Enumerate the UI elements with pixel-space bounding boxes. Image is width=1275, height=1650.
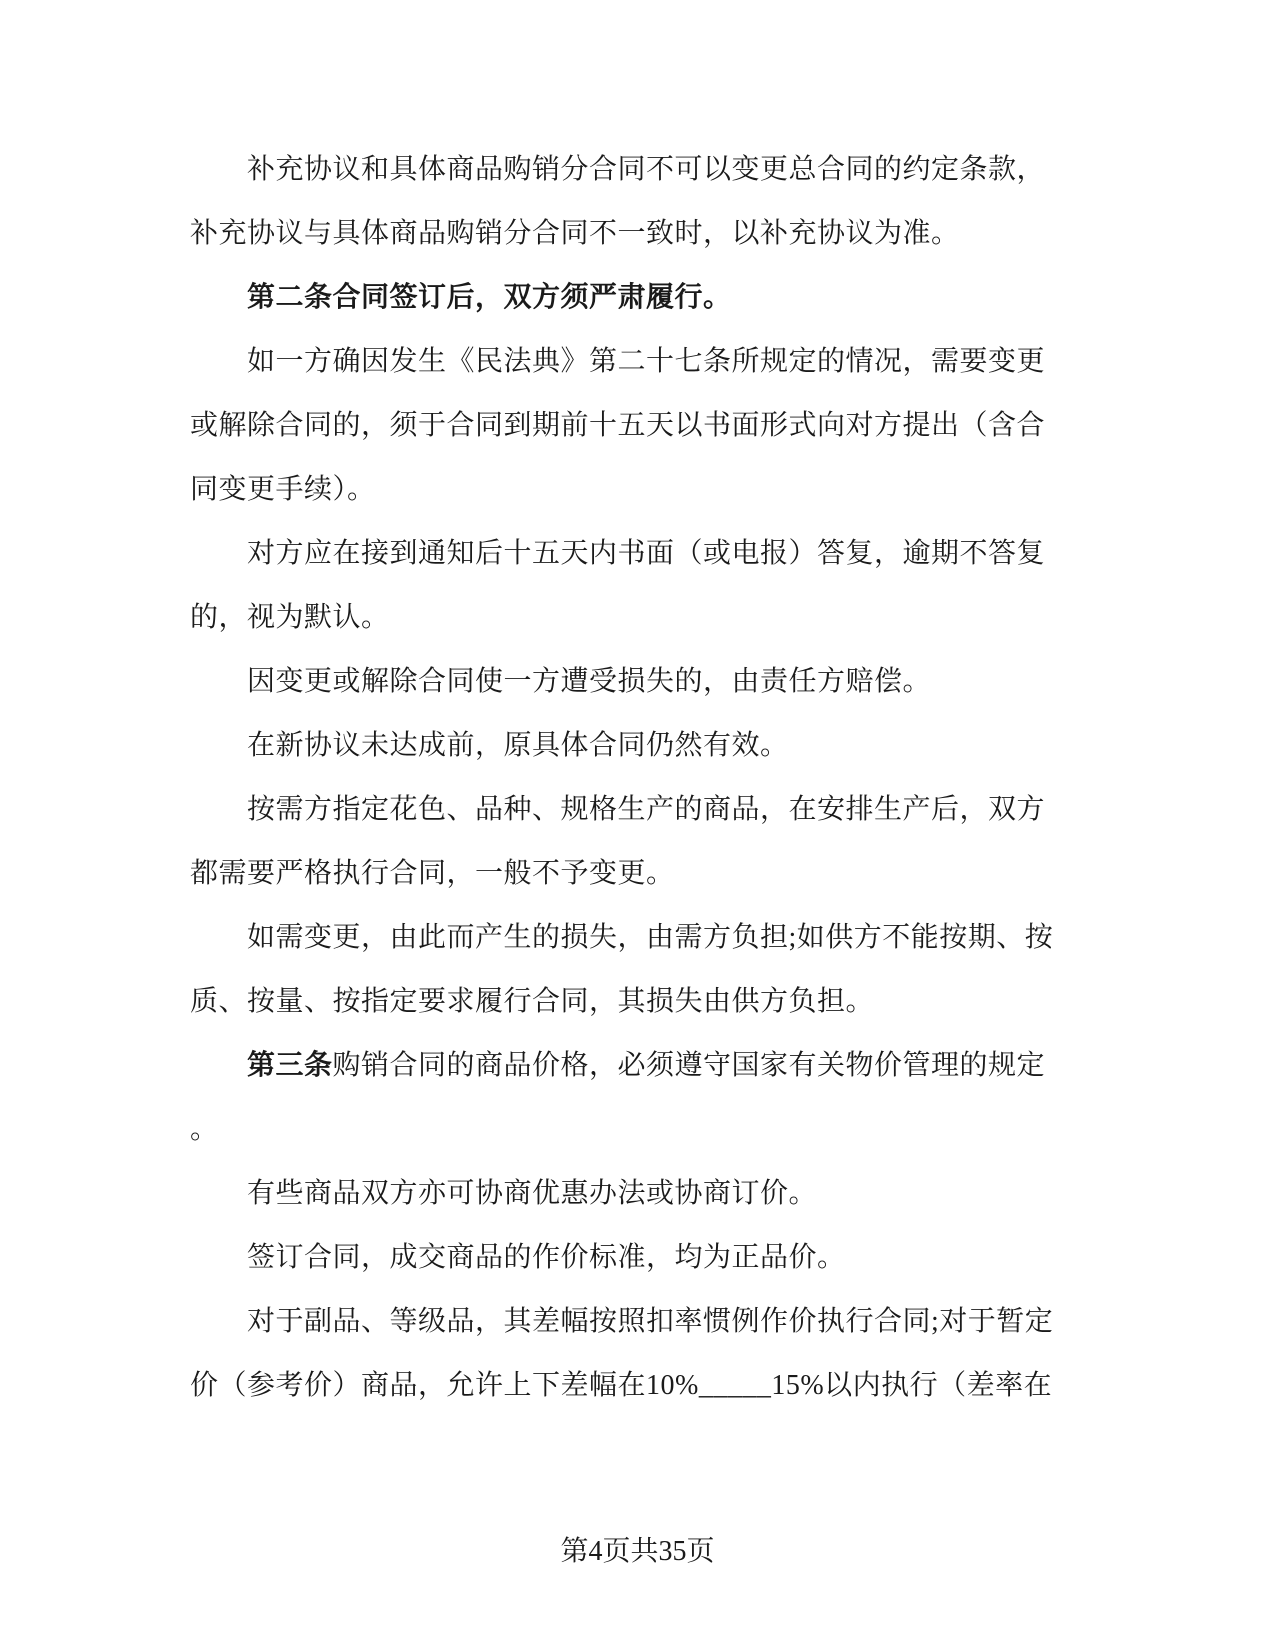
body-text: 如一方确因发生《民法典》第二十七条所规定的情况，需要变更 (247, 346, 1046, 377)
text-line (190, 650, 1090, 714)
body-text: 补充协议和具体商品购销分合同不可以变更总合同的约定条款， (247, 154, 1046, 185)
clause-heading-text: 第三条 (247, 1050, 333, 1081)
text-line (190, 1098, 1090, 1162)
text-line (190, 138, 1090, 202)
text-line (190, 778, 1090, 842)
body-text: 或解除合同的，须于合同到期前十五天以书面形式向对方提出（含合 (190, 410, 1046, 441)
body-text: 同变更手续）。 (190, 474, 376, 505)
text-line (190, 842, 1090, 906)
body-text: 都需要严格执行合同，一般不予变更。 (190, 858, 675, 889)
body-text: 因变更或解除合同使一方遭受损失的，由责任方赔偿。 (247, 666, 932, 697)
body-text: 如需变更，由此而产生的损失，由需方负担;如供方不能按期、按 (247, 922, 1054, 953)
text-line (190, 394, 1090, 458)
text-line (190, 906, 1090, 970)
text-line (190, 522, 1090, 586)
body-text: 按需方指定花色、品种、规格生产的商品，在安排生产后，双方 (247, 794, 1046, 825)
text-line (190, 714, 1090, 778)
body-text: 。 (190, 1114, 219, 1145)
text-line (190, 970, 1090, 1034)
text-line (190, 458, 1090, 522)
text-line (190, 1162, 1090, 1226)
text-line (190, 1290, 1090, 1354)
body-text: 对于副品、等级品，其差幅按照扣率惯例作价执行合同;对于暂定 (247, 1306, 1054, 1337)
text-line (190, 1034, 1090, 1098)
page-footer: 第4页共35页 (560, 1536, 715, 1567)
body-text: 有些商品双方亦可协商优惠办法或协商订价。 (247, 1178, 818, 1209)
body-text: 在新协议未达成前，原具体合同仍然有效。 (247, 730, 789, 761)
text-line (190, 266, 1090, 330)
body-text: 的，视为默认。 (190, 602, 390, 633)
contract-body (190, 138, 1090, 1418)
text-line (190, 1354, 1090, 1418)
body-text: 质、按量、按指定要求履行合同，其损失由供方负担。 (190, 986, 875, 1017)
body-text: 购销合同的商品价格，必须遵守国家有关物价管理的规定 (332, 1050, 1046, 1081)
body-text: 签订合同，成交商品的作价标准，均为正品价。 (247, 1242, 846, 1273)
clause-heading-text: 第二条合同签订后，双方须严肃履行。 (247, 282, 732, 313)
text-line (190, 1226, 1090, 1290)
text-line (190, 586, 1090, 650)
text-line (190, 330, 1090, 394)
body-text: 价（参考价）商品，允许上下差幅在10%_____15%以内执行（差率在 (190, 1370, 1053, 1401)
body-text: 对方应在接到通知后十五天内书面（或电报）答复，逾期不答复 (247, 538, 1046, 569)
text-line (190, 202, 1090, 266)
body-text: 补充协议与具体商品购销分合同不一致时，以补充协议为准。 (190, 218, 960, 249)
